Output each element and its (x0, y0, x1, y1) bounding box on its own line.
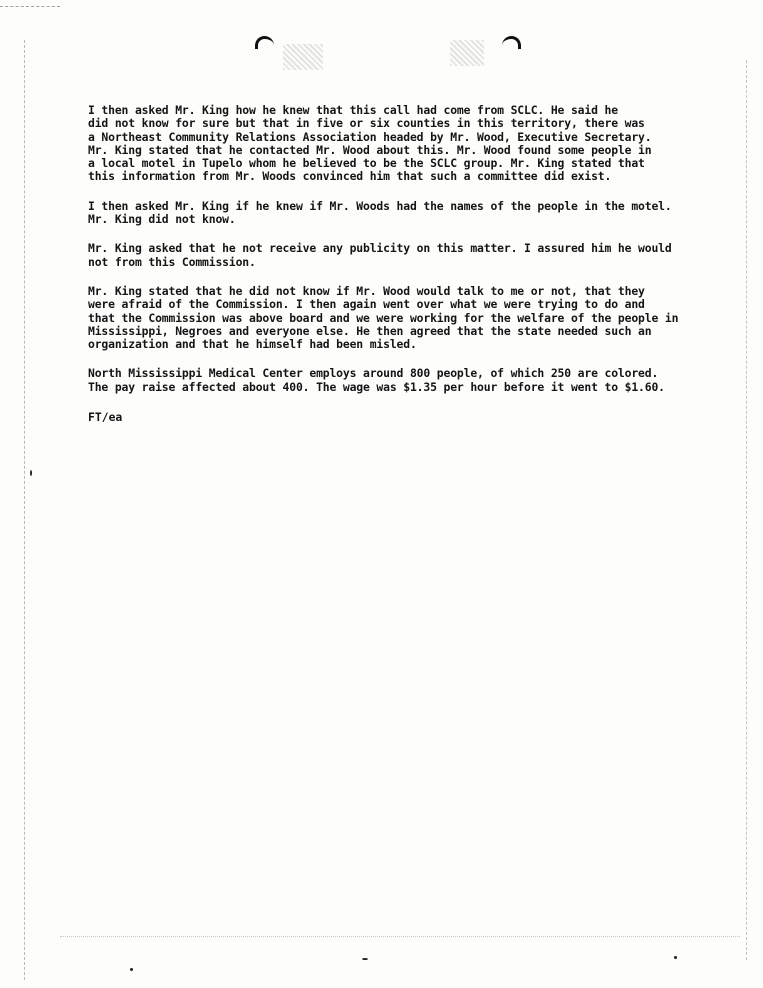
paragraph: I then asked Mr. King how he knew that this call had come from SCLC. He said he did not know for sure but that in five or six counties in this territory, there was a Northeast Community Relations Association headed by Mr. Wood, Executive Secretary. Mr. King stated that he contacted Mr. Wood about this. Mr. Wood found some people in a local motel in Tupelo whom he believed to be the SCLC group. Mr. King stated that this information from Mr. Woods convinced him that such a committee did exist. (88, 103, 652, 184)
scan-speck (674, 956, 677, 959)
paragraph: Mr. King asked that he not receive any publicity on this matter. I assured him he would not from this Commission. (88, 241, 672, 269)
scan-speck (362, 958, 368, 960)
scan-smudge (450, 40, 484, 66)
paragraph: I then asked Mr. King if he knew if Mr. Woods had the names of the people in the motel. Mr. King did not know. (88, 198, 672, 227)
left-corner-mark (255, 36, 274, 49)
typist-initials: FT/ea (88, 410, 123, 425)
right-corner-mark (502, 36, 521, 49)
top-edge-dashes (0, 6, 60, 7)
paragraph: Mr. King stated that he did not know if Mr. Wood would talk to me or not, that they were afraid of the Commission. I then again went over what we were trying to do and that the Commission was above board and we were working for the welfare of the people in Mississippi, Negroes and everyone else. He then agreed that the state needed such an organization and that he himself had been misled. (88, 283, 679, 352)
bottom-scan-line (60, 936, 740, 937)
left-scan-edge (24, 40, 25, 980)
scan-speck (130, 968, 133, 971)
scan-speck (30, 470, 32, 476)
scan-smudge (283, 44, 323, 70)
memo-body (88, 104, 734, 424)
paragraph: North Mississippi Medical Center employs around 800 people, of which 250 are colored. The pay raise affected about 400. The wage was $1.35 per hour before it went to $1.60. (88, 366, 665, 394)
right-scan-edge (746, 60, 747, 960)
